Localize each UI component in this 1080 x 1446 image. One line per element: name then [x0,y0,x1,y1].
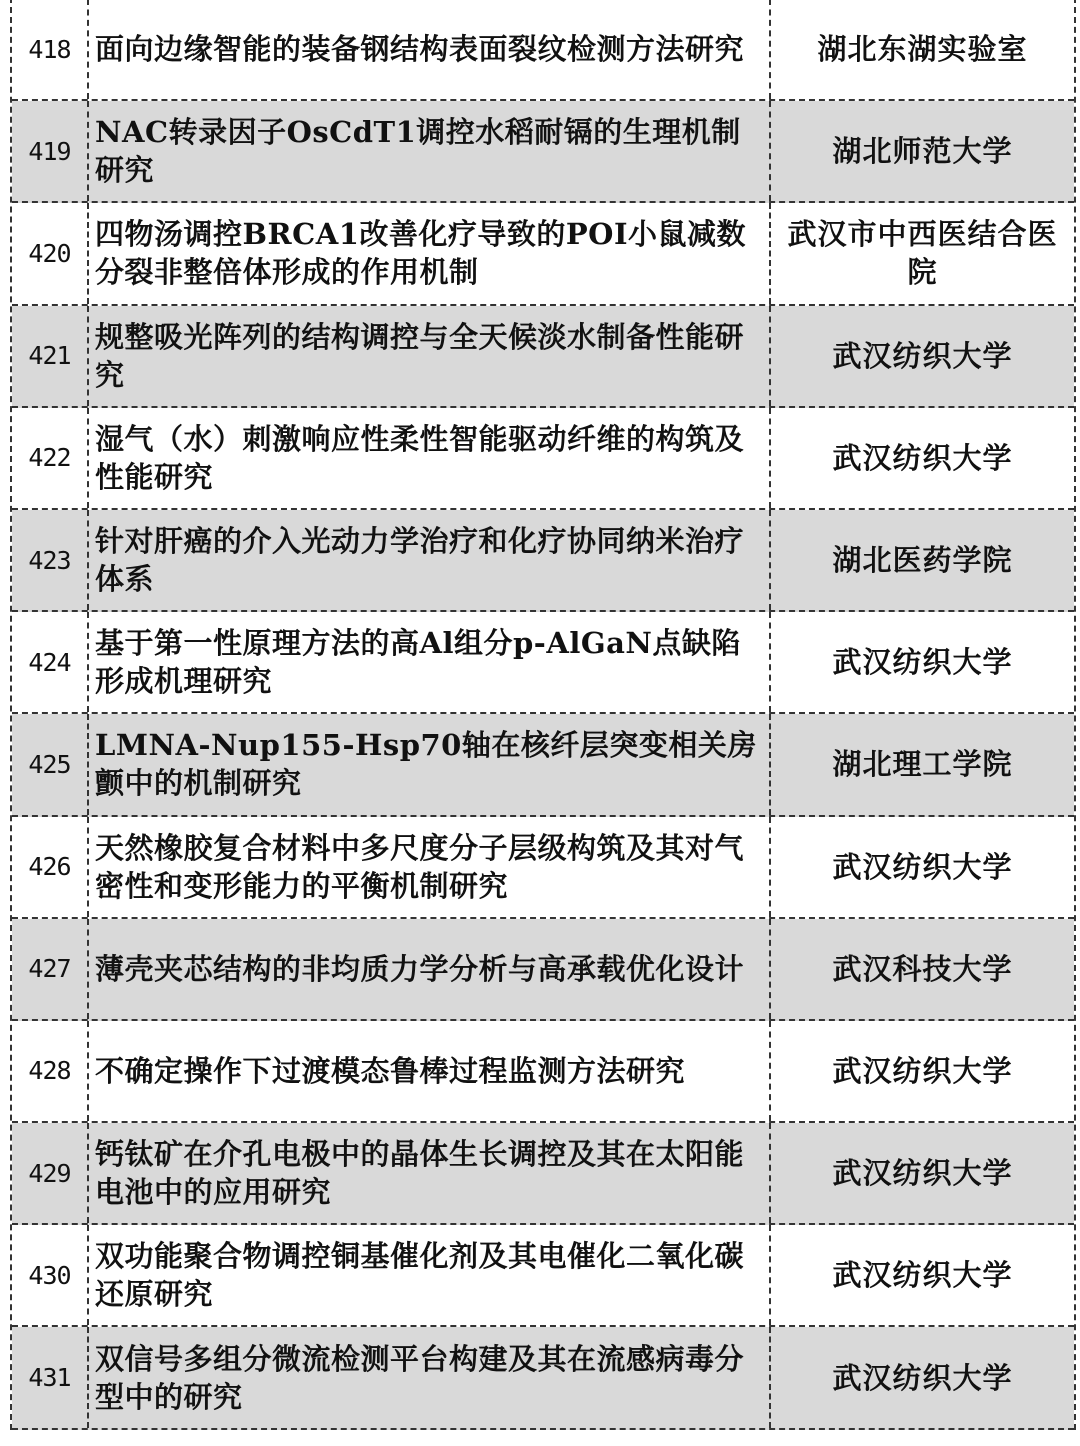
row-number: 421 [12,306,89,406]
table-row [12,612,1074,714]
project-table [10,0,1076,1430]
project-title: 基于第一性原理方法的高Al组分p-AlGaN点缺陷形成机理研究 [89,612,771,712]
project-title: 薄壳夹芯结构的非均质力学分析与高承载优化设计 [89,919,771,1019]
project-title: 双功能聚合物调控铜基催化剂及其电催化二氧化碳还原研究 [89,1225,771,1325]
row-number: 418 [12,0,89,99]
row-number: 429 [12,1123,89,1223]
row-number: 426 [12,817,89,917]
institution-name: 湖北东湖实验室 [817,32,1028,67]
project-title: 双信号多组分微流检测平台构建及其在流感病毒分型中的研究 [89,1327,771,1427]
institution-name: 武汉科技大学 [832,951,1013,986]
row-number: 430 [12,1225,89,1325]
project-title: 针对肝癌的介入光动力学治疗和化疗协同纳米治疗体系 [89,510,771,610]
institution-name: 武汉纺织大学 [832,1360,1013,1395]
table-row [12,817,1074,919]
table-row [12,408,1074,510]
project-title: 天然橡胶复合材料中多尺度分子层级构筑及其对气密性和变形能力的平衡机制研究 [89,817,771,917]
row-number: 424 [12,612,89,712]
institution-name: 武汉纺织大学 [832,1258,1013,1293]
project-title: NAC转录因子OsCdT1调控水稻耐镉的生理机制研究 [89,101,771,201]
institution-name: 武汉纺织大学 [832,645,1013,680]
institution-name: 湖北医药学院 [832,543,1013,578]
row-number: 420 [12,203,89,303]
table-row [12,919,1074,1021]
project-title: 不确定操作下过渡模态鲁棒过程监测方法研究 [89,1021,771,1121]
institution-name: 武汉纺织大学 [832,1156,1013,1191]
table-row [12,1225,1074,1327]
institution-name: 湖北理工学院 [832,747,1013,782]
table-row [12,510,1074,612]
project-title: 规整吸光阵列的结构调控与全天候淡水制备性能研究 [89,306,771,406]
table-row [12,714,1074,816]
row-number: 422 [12,408,89,508]
row-number: 423 [12,510,89,610]
table-row [12,101,1074,203]
institution-name: 湖北师范大学 [832,134,1013,169]
table-row [12,1021,1074,1123]
table-row [12,306,1074,408]
project-title: 四物汤调控BRCA1改善化疗导致的POI小鼠减数分裂非整倍体形成的作用机制 [89,203,771,303]
institution-name: 武汉纺织大学 [832,849,1013,884]
table-row [12,1327,1074,1429]
institution-name: 武汉纺织大学 [832,1053,1013,1088]
row-number: 428 [12,1021,89,1121]
row-number: 431 [12,1327,89,1427]
table-row [12,0,1074,101]
project-title: LMNA-Nup155-Hsp70轴在核纤层突变相关房颤中的机制研究 [89,714,771,814]
row-number: 419 [12,101,89,201]
project-title: 湿气（水）刺激响应性柔性智能驱动纤维的构筑及性能研究 [89,408,771,508]
institution-name: 武汉市中西医结合医院 [787,217,1058,290]
project-title: 钙钛矿在介孔电极中的晶体生长调控及其在太阳能电池中的应用研究 [89,1123,771,1223]
institution-name: 武汉纺织大学 [832,338,1013,373]
table-row [12,203,1074,305]
row-number: 425 [12,714,89,814]
table-row [12,1123,1074,1225]
row-number: 427 [12,919,89,1019]
institution-name: 武汉纺织大学 [832,440,1013,475]
project-title: 面向边缘智能的装备钢结构表面裂纹检测方法研究 [89,0,771,99]
